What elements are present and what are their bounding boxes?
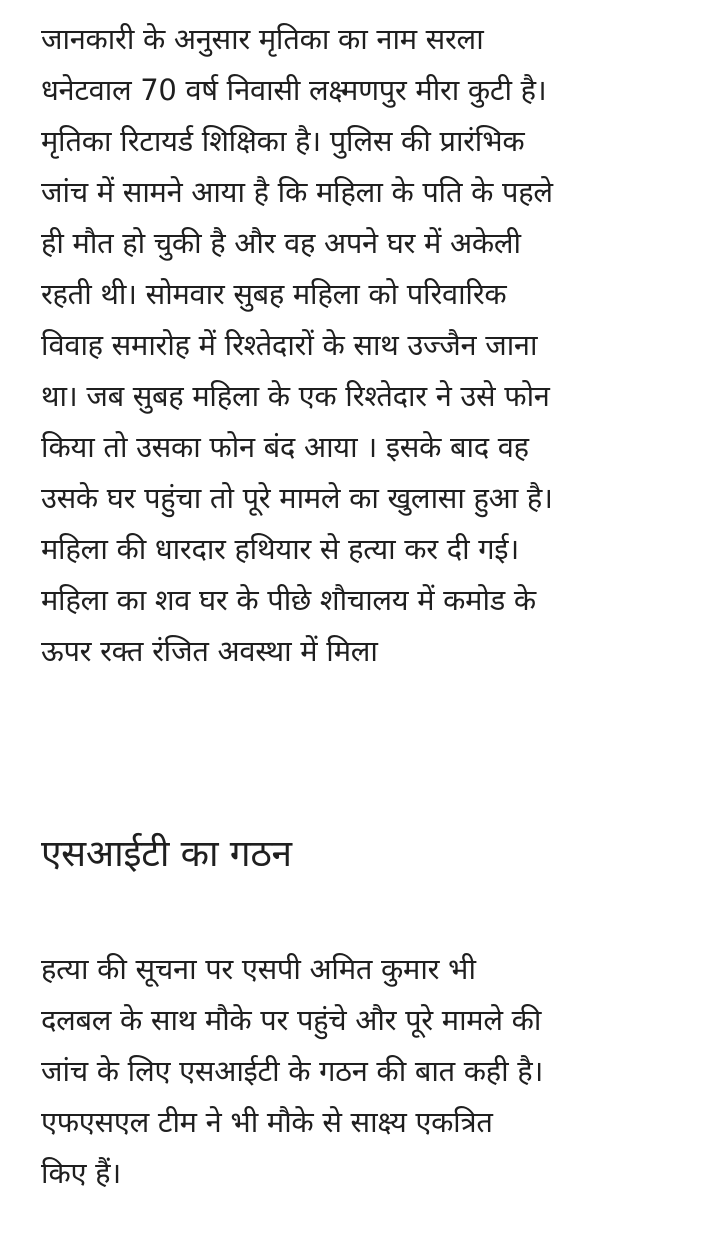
section-heading: एसआईटी का गठन	[41, 832, 292, 875]
article-paragraph-1: जानकारी के अनुसार मृतिका का नाम सरला धनेटवाल 70 वर्ष निवासी लक्ष्मणपुर मीरा कुटी है। मृतिका रिटायर्ड शिक्षिका है। पुलिस की प्रारंभिक जांच में सामने आया है कि महिला के पति के पहले ही मौत हो चुकी है और वह अपने घर में अकेली रहती थी। सोमवार सुबह महिला को परिवारिक विवाह समारोह में रिश्तेदारों के साथ उज्जैन जाना था। जब सुबह महिला के एक रिश्तेदार ने उसे फोन किया तो उसका फोन बंद आया । इसके बाद वह उसके घर पहुंचा तो पूरे मामले का खुलासा हुआ है। महिला की धारदार हथियार से हत्या कर दी गई। महिला का शव घर के पीछे शौचालय में कमोड के ऊपर रक्त रंजित अवस्था में मिला	[41, 22, 553, 668]
article-paragraph-2: हत्या की सूचना पर एसपी अमित कुमार भी दलबल के साथ मौके पर पहुंचे और पूरे मामले की जांच के लिए एसआईटी के गठन की बात कही है। एफएसएल टीम ने भी मौके से साक्ष्य एकत्रित किए हैं।	[41, 952, 544, 1190]
